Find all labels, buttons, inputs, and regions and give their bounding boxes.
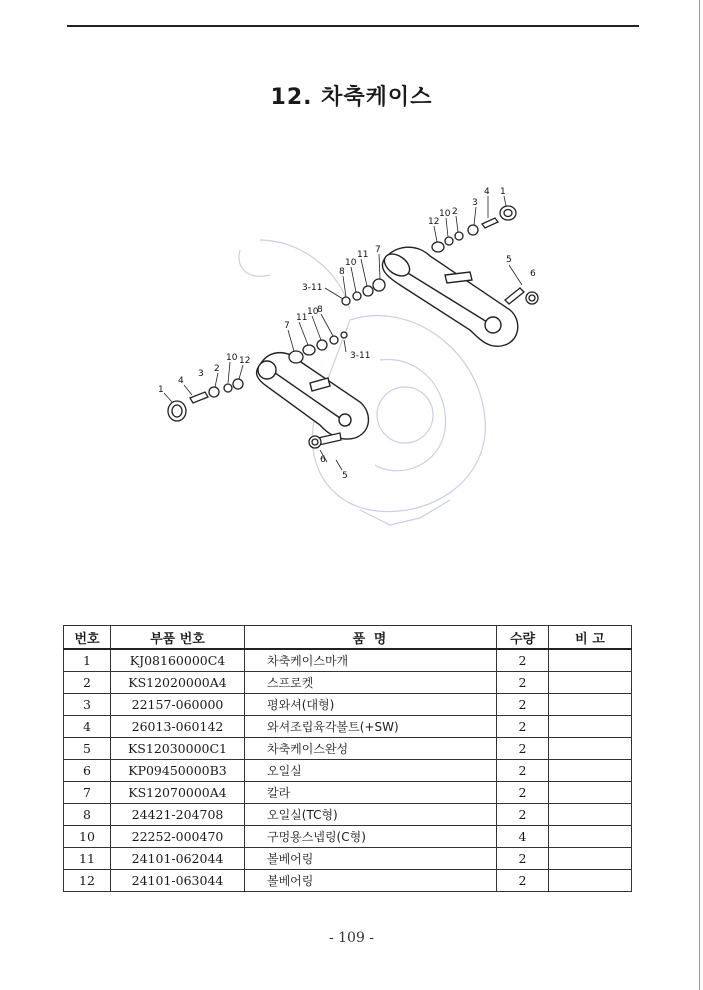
callout-label: 5: [506, 255, 512, 265]
cell-part-no: 24421-204708: [111, 804, 245, 826]
header-remarks: 비 고: [549, 626, 632, 650]
table-row: [64, 672, 632, 694]
callout-label: 2: [214, 364, 220, 374]
cell-part-no: KP09450000B3: [111, 760, 245, 782]
table-row: [64, 782, 632, 804]
cell-part-no: KS12070000A4: [111, 782, 245, 804]
cell-part-no: KS12030000C1: [111, 738, 245, 760]
cell-name: 차축케이스마개: [245, 649, 497, 672]
cell-name: 칼라: [245, 782, 497, 804]
page-edge: [699, 0, 700, 990]
callout-label: 3: [198, 369, 204, 379]
cell-remarks: [549, 694, 632, 716]
cell-name: 스프로켓: [245, 672, 497, 694]
cell-no: 12: [64, 870, 111, 892]
cell-remarks: [549, 672, 632, 694]
callout-label: 3: [472, 198, 478, 208]
cell-remarks: [549, 848, 632, 870]
table-row: [64, 870, 632, 892]
cell-part-no: 22157-060000: [111, 694, 245, 716]
cell-part-no: 26013-060142: [111, 716, 245, 738]
cell-name: 오일실(TC형): [245, 804, 497, 826]
parts-table-body: [64, 649, 632, 892]
cell-part-no: KJ08160000C4: [111, 649, 245, 672]
callout-label: 8: [339, 267, 345, 277]
table-row: [64, 848, 632, 870]
callout-label: 4: [484, 187, 490, 197]
table-row: [64, 694, 632, 716]
callout-label: 12: [428, 217, 440, 227]
table-header-row: [64, 626, 632, 650]
callout-label: 12: [239, 356, 251, 366]
table-row: [64, 738, 632, 760]
callout-label: 7: [375, 245, 381, 255]
callout-label: 5: [342, 471, 348, 481]
exploded-parts-diagram: [150, 180, 560, 540]
parts-table: [63, 625, 632, 892]
cell-no: 1: [64, 649, 111, 672]
cell-name: 구멍용스넵링(C형): [245, 826, 497, 848]
callout-label: 1: [500, 187, 506, 197]
cell-qty: 2: [497, 694, 549, 716]
callout-label: 2: [452, 207, 458, 217]
shaft-left: [309, 433, 341, 448]
header-rule: [67, 25, 639, 27]
cell-qty: 2: [497, 848, 549, 870]
cell-remarks: [549, 826, 632, 848]
exploded-view-svg: [150, 180, 560, 540]
table-row: [64, 826, 632, 848]
callout-label: 7: [284, 321, 290, 331]
cell-no: 10: [64, 826, 111, 848]
cell-qty: 4: [497, 826, 549, 848]
cell-no: 5: [64, 738, 111, 760]
callout-label: 11: [357, 250, 369, 260]
callout-label: 10: [226, 353, 238, 363]
cell-qty: 2: [497, 760, 549, 782]
cell-no: 8: [64, 804, 111, 826]
cell-remarks: [549, 716, 632, 738]
callout-label: 1: [158, 385, 164, 395]
shaft-right: [505, 288, 538, 304]
cell-part-no: KS12020000A4: [111, 672, 245, 694]
cell-no: 6: [64, 760, 111, 782]
cell-part-no: 24101-062044: [111, 848, 245, 870]
callout-label: 4: [178, 376, 184, 386]
cell-name: 차축케이스완성: [245, 738, 497, 760]
callout-label: 3-11: [302, 283, 323, 293]
callout-label: 8: [317, 305, 323, 315]
cell-name: 와셔조립육각볼트(+SW): [245, 716, 497, 738]
header-qty: 수량: [497, 626, 549, 650]
cell-remarks: [549, 649, 632, 672]
table-row: [64, 716, 632, 738]
cell-remarks: [549, 760, 632, 782]
cell-qty: 2: [497, 672, 549, 694]
exploded-parts-middle: [289, 332, 347, 363]
cell-part-no: 24101-063044: [111, 870, 245, 892]
cell-part-no: 22252-000470: [111, 826, 245, 848]
cell-no: 11: [64, 848, 111, 870]
header-name: 품 명: [245, 626, 497, 650]
cell-no: 4: [64, 716, 111, 738]
callout-label: 6: [530, 269, 536, 279]
cell-remarks: [549, 870, 632, 892]
cell-no: 2: [64, 672, 111, 694]
page-title: 12. 차축케이스: [270, 85, 433, 110]
callout-label: 10: [307, 307, 319, 317]
cell-name: 오일실: [245, 760, 497, 782]
cell-qty: 2: [497, 649, 549, 672]
cell-remarks: [549, 738, 632, 760]
cell-no: 7: [64, 782, 111, 804]
cell-qty: 2: [497, 870, 549, 892]
cell-remarks: [549, 782, 632, 804]
cell-name: 평와셔(대형): [245, 694, 497, 716]
callout-label: 10: [345, 258, 357, 268]
callout-label: 11: [296, 313, 308, 323]
cell-remarks: [549, 804, 632, 826]
cell-qty: 2: [497, 782, 549, 804]
cell-qty: 2: [497, 716, 549, 738]
header-no: 번호: [64, 626, 111, 650]
cell-qty: 2: [497, 804, 549, 826]
page-number: - 109 -: [328, 930, 375, 946]
table-row: [64, 649, 632, 672]
cell-name: 볼베어링: [245, 870, 497, 892]
table-row: [64, 804, 632, 826]
header-part-no: 부품 번호: [111, 626, 245, 650]
table-row: [64, 760, 632, 782]
callout-label: 6: [320, 455, 326, 465]
cell-qty: 2: [497, 738, 549, 760]
cell-no: 3: [64, 694, 111, 716]
callout-label: 10: [439, 209, 451, 219]
axle-case-right: [380, 247, 517, 346]
cell-name: 볼베어링: [245, 848, 497, 870]
callout-label: 3-11: [350, 351, 371, 361]
